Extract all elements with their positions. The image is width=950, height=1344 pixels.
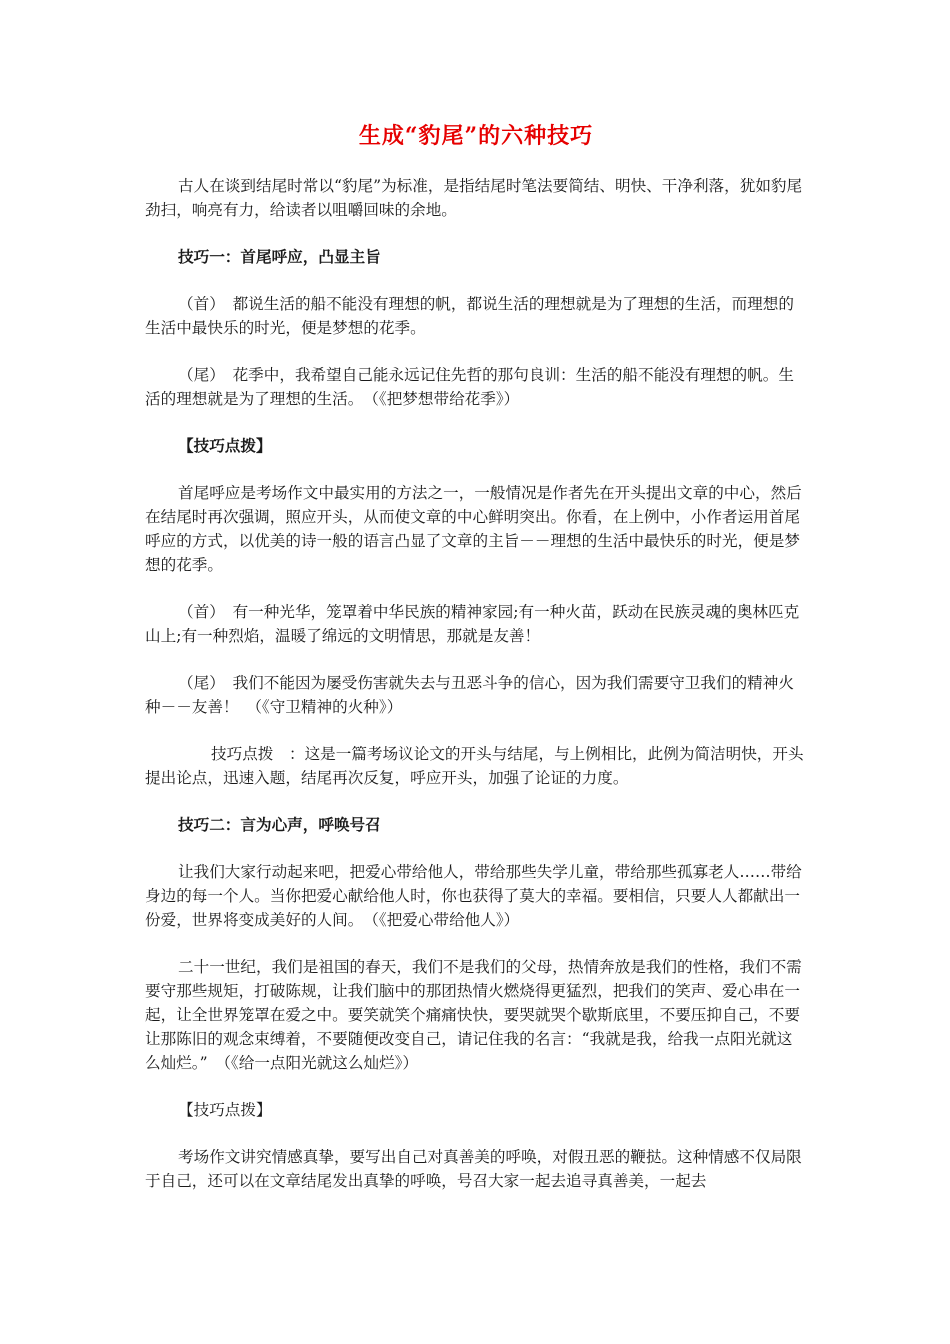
- example-ending-paragraph: （尾） 我们不能因为屡受伤害就失去与丑恶斗争的信心，因为我们需要守卫我们的精神火种－－友善！ （《守卫精神的火种》）: [145, 674, 794, 716]
- document-title: 生成“豹尾”的六种技巧: [358, 123, 594, 149]
- example-ending-paragraph: （尾） 花季中，我希望自己能永远记住先哲的那句良训：生活的船不能没有理想的帆。生活的理想就是为了理想的生活。 （《把梦想带给花季》）: [145, 366, 794, 408]
- intro-paragraph: 古人在谈到结尾时常以“豹尾”为标准，是指结尾时笔法要简结、明快、干净利落，犹如豹尾劲扫，响亮有力，给读者以咀嚼回味的余地。: [145, 177, 803, 219]
- example-paragraph: 让我们大家行动起来吧，把爱心带给他人，带给那些失学儿童，带给那些孤寡老人……带给身边的每一个人。当你把爱心献给他人时，你也获得了莫大的幸福。要相信，只要人人都献出一份爱，世界将变成美好的人间。 （《把爱心带给他人》）: [145, 863, 802, 929]
- tip-paragraph: 首尾呼应是考场作文中最实用的方法之一，一般情况是作者先在开头提出文章的中心，然后在结尾时再次强调，照应开头，从而使文章的中心鲜明突出。你看，在上例中，小作者运用首尾呼应的方式，以优美的诗一般的语言凸显了文章的主旨－－理想的生活中最快乐的时光，便是梦想的花季。: [145, 484, 802, 574]
- section-heading-technique-two: 技巧二：言为心声，呼唤号召: [178, 815, 381, 834]
- tip-heading: 【技巧点拨】: [178, 1101, 272, 1119]
- tip-heading: 【技巧点拨】: [178, 436, 272, 455]
- example-opening-paragraph: （首） 都说生活的船不能没有理想的帆，都说生活的理想就是为了理想的生活，而理想的生活中最快乐的时光，便是梦想的花季。: [145, 295, 794, 337]
- section-heading-technique-one: 技巧一：首尾呼应，凸显主旨: [178, 247, 381, 266]
- document-body: [145, 118, 807, 1216]
- example-opening-paragraph: （首） 有一种光华，笼罩着中华民族的精神家园;有一种火苗，跃动在民族灵魂的奥林匹克山上;有一种烈焰，温暖了绵远的文明情思，那就是友善！: [145, 603, 800, 645]
- example-paragraph: 二十一世纪，我们是祖国的春天，我们不是我们的父母，热情奔放是我们的性格，我们不需要守那些规矩，打破陈规，让我们脑中的那团热情火燃烧得更猛烈，把我们的笑声、爱心串在一起，让全世界笼罩在爱之中。要笑就笑个痛痛快快，要哭就哭个歇斯底里，不要压抑自己，不要让那陈旧的观念束缚着，不要随便改变自己，请记住我的名言：“我就是我，给我一点阳光就这么灿烂。” （《给一点阳光就这么灿烂》）: [145, 958, 802, 1072]
- tip-paragraph: 考场作文讲究情感真挚，要写出自己对真善美的呼唤，对假丑恶的鞭挞。这种情感不仅局限于自己，还可以在文章结尾发出真挚的呼唤，号召大家一起去追寻真善美，一起去: [145, 1148, 802, 1190]
- tip-paragraph: 技巧点拨 ：这是一篇考场议论文的开头与结尾，与上例相比，此例为简洁明快，开头提出论点，迅速入题，结尾再次反复，呼应开头，加强了论证的力度。: [145, 745, 804, 787]
